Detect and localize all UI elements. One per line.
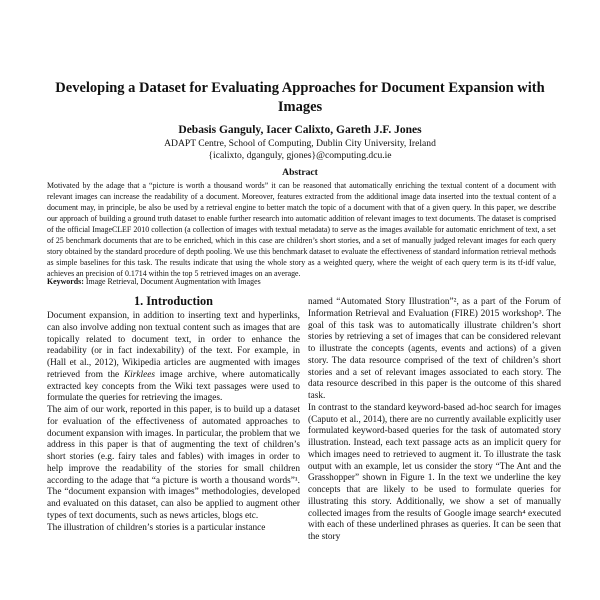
paper-title: Developing a Dataset for Evaluating Approaches for Document Expansion with Images: [55, 80, 545, 115]
author-emails: {icalixto, dganguly, gjones}@computing.dcu.ie: [208, 150, 392, 161]
right-paragraph-2: In contrast to the standard keyword-based ad-hoc search for images (Caputo et al., 2014), there are no currently available explicitly user formulated keyword-based queries for the task of automated story illustration. Instead, each text passage acts as an implicit query for which images need to retrieved to augment it. To illustrate the task output with an example, let us consider the story “The Ant and the Grasshopper” shown in Figure 1. In the text we underline the key concepts that are likely to be used to formulate queries for illustrating this story. Additionally, we show a set of manually collected images from the results of Google image search⁴ executed with each of these underlined phrases as queries. It can be seen that the story: [308, 402, 561, 542]
right-paragraph-1: named “Automated Story Illustration”², as a part of the Forum of Information Retrieval and Evaluation (FIRE) 2015 workshop³. The goal of this task was to automatically illustrate children’s short stories by retrieving a set of images that can be considered relevant to illustrate the concepts (agents, events and actions) of a given story. The data resource comprised of the text of children’s short stories and a set of relevant images associated to each story. The data resource described in this paper is the outcome of this shared task.: [308, 297, 561, 401]
intro-p1-start: Document expansion, in addition to inserting text and hyperlinks, can also involve adding non textual content such as images that are topically related to document text, in order to enhance the readability (or in fact indexability) of the text. For example, in (Hall et al., 2012), Wikipedia articles are augmented with images retrieved from the: [47, 311, 300, 380]
keywords-text: Image Retrieval, Document Augmentation with Images: [85, 277, 261, 286]
intro-paragraph-3: The illustration of children’s stories is a particular instance: [47, 522, 266, 533]
affiliation: ADAPT Centre, School of Computing, Dublin City University, Ireland: [164, 138, 436, 149]
intro-paragraph-1: [47, 311, 300, 405]
left-column: [47, 311, 300, 534]
abstract-text: Motivated by the adage that a “picture is worth a thousand words” it can be reasoned that automatically enriching the textual content of a document with relevant images can increase the readability of a document. Moreover, features extracted from the additional image data inserted into the textual content of a document may, in principle, be also be used by a retrieval engine to better match the topic of a document with that of a given query. In this paper, we describe our approach of building a ground truth dataset to enable further research into automatic addition of relevant images to text documents. The dataset is comprised of the official ImageCLEF 2010 collection (a collection of images with textual metadata) to serve as the images available for automatic enrichment of text, a set of 25 benchmark documents that are to be enriched, which in this case are children’s short stories, and a set of manually judged relevant images for each query story obtained by the standard procedure of depth pooling. We use this benchmark dataset to evaluate the effectiveness of standard information retrieval methods as simple baselines for this task. The results indicate that using the whole story as a weighted query, where the weight of each query term is its tf-idf value, achieves an precision of 0.1714 within the top 5 retrieved images on an average.: [47, 181, 556, 279]
section-heading-introduction: 1. Introduction: [133, 294, 214, 308]
keywords-line: [47, 276, 556, 287]
keywords-label: Keywords:: [47, 277, 84, 286]
intro-paragraph-2: The aim of our work, reported in this paper, is to build up a dataset for evaluation of the effectiveness of automated approaches to document expansion with images. In particular, the problem that we address in this paper is that of augmenting the text of children’s short stories (e.g. fairy tales and fables) with images in order to help improve the readability of the stories for small children according to the adage that “a picture is worth a thousand words”¹. The “document expansion with images” methodologies, developed and evaluated on this dataset, can also be applied to augment other types of text documents, such as news articles, blogs etc.: [47, 405, 300, 521]
author-list: Debasis Ganguly, Iacer Calixto, Gareth J.F. Jones: [178, 124, 422, 136]
intro-p1-end: image archive, where automatically extracted key concepts from the Wiki text passages were used to formulate the queries for retrieving the images.: [47, 369, 300, 404]
right-column: [308, 297, 561, 544]
kirklees-italic: Kirklees: [123, 369, 155, 380]
abstract-heading: Abstract: [282, 167, 318, 178]
